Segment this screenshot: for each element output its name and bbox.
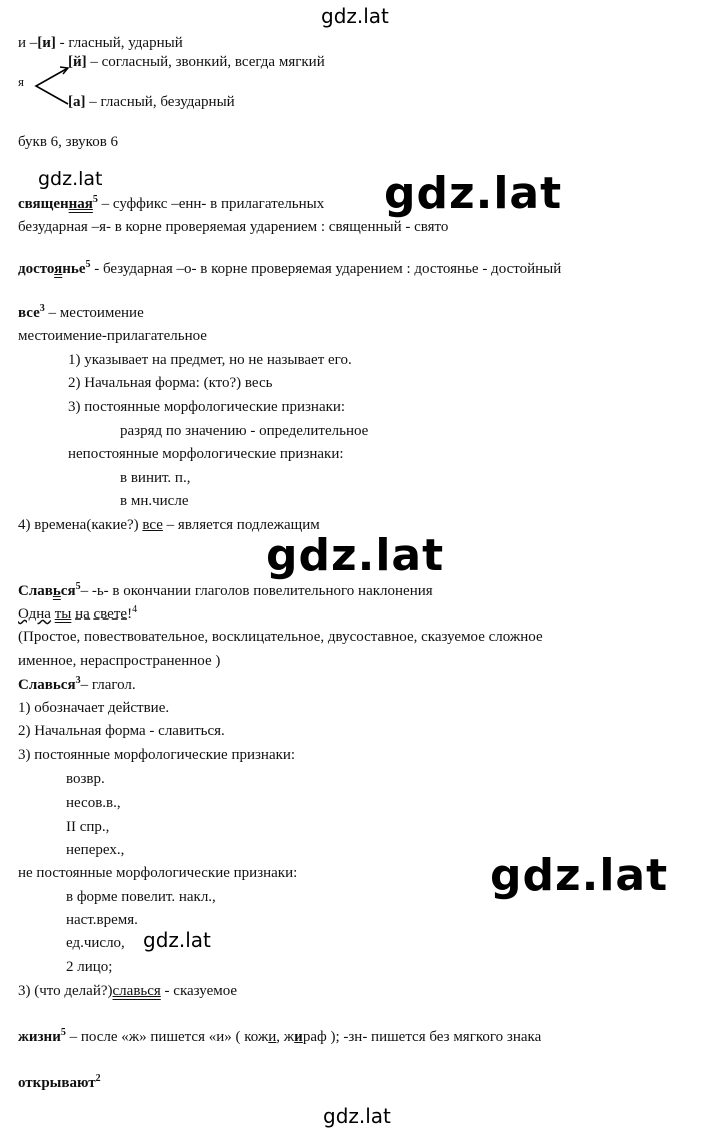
sentence-example: Одна ты на свете!$^4$ — [18, 604, 138, 622]
entry-zhizni: жизни$^5$ – после «ж» пишется «и» ( кожи, жираф ); -зн- пишется без мягкого знака — [18, 1027, 542, 1045]
watermark-big-center: gdz.lat — [266, 530, 445, 581]
watermark-big-right-bottom: gdz.lat — [490, 850, 669, 901]
vse-line-6: непостоянные морфологические признаки: — [68, 446, 344, 462]
entry-slavsya — [18, 582, 433, 600]
vse-line-4: 3) постоянные морфологические признаки: — [68, 399, 346, 415]
phonetic-i-sound: [и] — [37, 35, 56, 51]
verb-line-7: неперех., — [66, 842, 125, 858]
watermark-big-right-top: gdz.lat — [384, 168, 563, 219]
verb-line-13: 3) (что делай?)славься - сказуемое — [18, 983, 238, 999]
entry-vse — [18, 304, 144, 322]
vse-line-8: в мн.числе — [120, 493, 189, 509]
entry-otkryvayut — [18, 1074, 101, 1092]
word-vse: все — [18, 305, 40, 321]
footnote-mark: 5 — [75, 581, 81, 592]
verb-line-1: 1) обозначает действие. — [18, 700, 170, 716]
footnote-mark: 5 — [92, 194, 98, 205]
footnote-mark: 5 — [85, 259, 91, 270]
vse-line-7: в винит. п., — [120, 470, 191, 486]
verb-line-9: в форме повелит. накл., — [66, 889, 216, 905]
verb-line-8: не постоянные морфологические признаки: — [18, 865, 298, 881]
word-dostoyanye: достоянье — [18, 261, 86, 277]
watermark-bottom: gdz.lat — [323, 1104, 391, 1128]
phonetic-i-desc: - гласный, ударный — [55, 35, 183, 51]
entry-dostoyanye — [18, 260, 561, 278]
entry-svyashchennaya — [18, 195, 324, 213]
footnote-mark: 4 — [132, 604, 138, 615]
entry-svyashchennaya-line2: безударная –я- в корне проверяемая ударением : священный - свято — [18, 219, 449, 235]
subject-word: все — [142, 517, 163, 533]
verb-line-2: 2) Начальная форма - славиться. — [18, 723, 225, 739]
vse-line-3: 2) Начальная форма: (кто?) весь — [68, 375, 273, 391]
sentence-analysis-line2: именное, нераспространенное ) — [18, 653, 221, 669]
sentence-predicate-part: Одна — [18, 606, 51, 622]
entry-desc: – суффикс –енн- в прилагательных — [97, 196, 325, 212]
verb-line-4: возвр. — [66, 771, 105, 787]
vse-line-5: разряд по значению - определительное — [120, 423, 369, 439]
entry-slavsya-verb — [18, 676, 136, 694]
footnote-mark: 2 — [95, 1073, 101, 1084]
word-slavsya-2: Славься — [18, 677, 76, 693]
phonetic-line-y — [68, 53, 325, 71]
word-slavsya: Славься — [18, 583, 76, 599]
sentence-analysis-line1: (Простое, повествовательное, восклицательное, двусоставное, сказуемое сложное — [18, 629, 543, 645]
sentence-adverbial: на свете — [75, 606, 128, 622]
verb-line-10: наст.время. — [66, 912, 138, 928]
word-zhizni: жизни — [18, 1029, 61, 1045]
word-otkryvayut: открывают — [18, 1075, 96, 1091]
phonetic-y-sound: [й] — [68, 54, 87, 70]
verb-line-6: II спр., — [66, 819, 110, 835]
verb-line-12: 2 лицо; — [66, 959, 113, 975]
vse-line-9: 4) времена(какие?) все – является подлежащим — [18, 517, 320, 533]
phonetic-a-desc: – гласный, безударный — [85, 94, 235, 110]
entry-desc: - безударная –о- в корне проверяемая ударением : достоянье - достойный — [90, 261, 562, 277]
watermark-top: gdz.lat — [321, 4, 389, 28]
phonetic-line-i — [18, 34, 183, 52]
verb-line-11: ед.число, — [66, 935, 125, 951]
branch-arrow-icon — [32, 64, 70, 108]
phonetic-i-letter: и – — [18, 35, 38, 51]
phonetic-line-a — [68, 93, 235, 111]
phonetic-ya-letter: я — [18, 74, 24, 89]
watermark-small-left: gdz.lat — [38, 168, 103, 190]
phonetic-a-sound: [а] — [68, 94, 86, 110]
entry-desc: – местоимение — [44, 305, 144, 321]
entry-desc: – -ь- в окончании глаголов повелительного наклонения — [80, 583, 433, 599]
entry-desc: – глагол. — [80, 677, 136, 693]
footnote-mark: 3 — [75, 675, 81, 686]
word-svyashchennaya: священная — [18, 196, 93, 212]
footnote-mark: 3 — [39, 303, 45, 314]
predicate-word: славься — [112, 983, 161, 999]
phonetic-y-desc: – согласный, звонкий, всегда мягкий — [86, 54, 325, 70]
sentence-subject: ты — [54, 606, 72, 622]
verb-line-5: несов.в., — [66, 795, 121, 811]
footnote-mark: 5 — [60, 1027, 66, 1038]
vse-line-1: местоимение-прилагательное — [18, 328, 207, 344]
vse-line-2: 1) указывает на предмет, но не называет его. — [68, 352, 352, 368]
verb-line-3: 3) постоянные морфологические признаки: — [18, 747, 296, 763]
watermark-small-mid: gdz.lat — [143, 928, 211, 952]
phonetic-count: букв 6, звуков 6 — [18, 134, 119, 150]
